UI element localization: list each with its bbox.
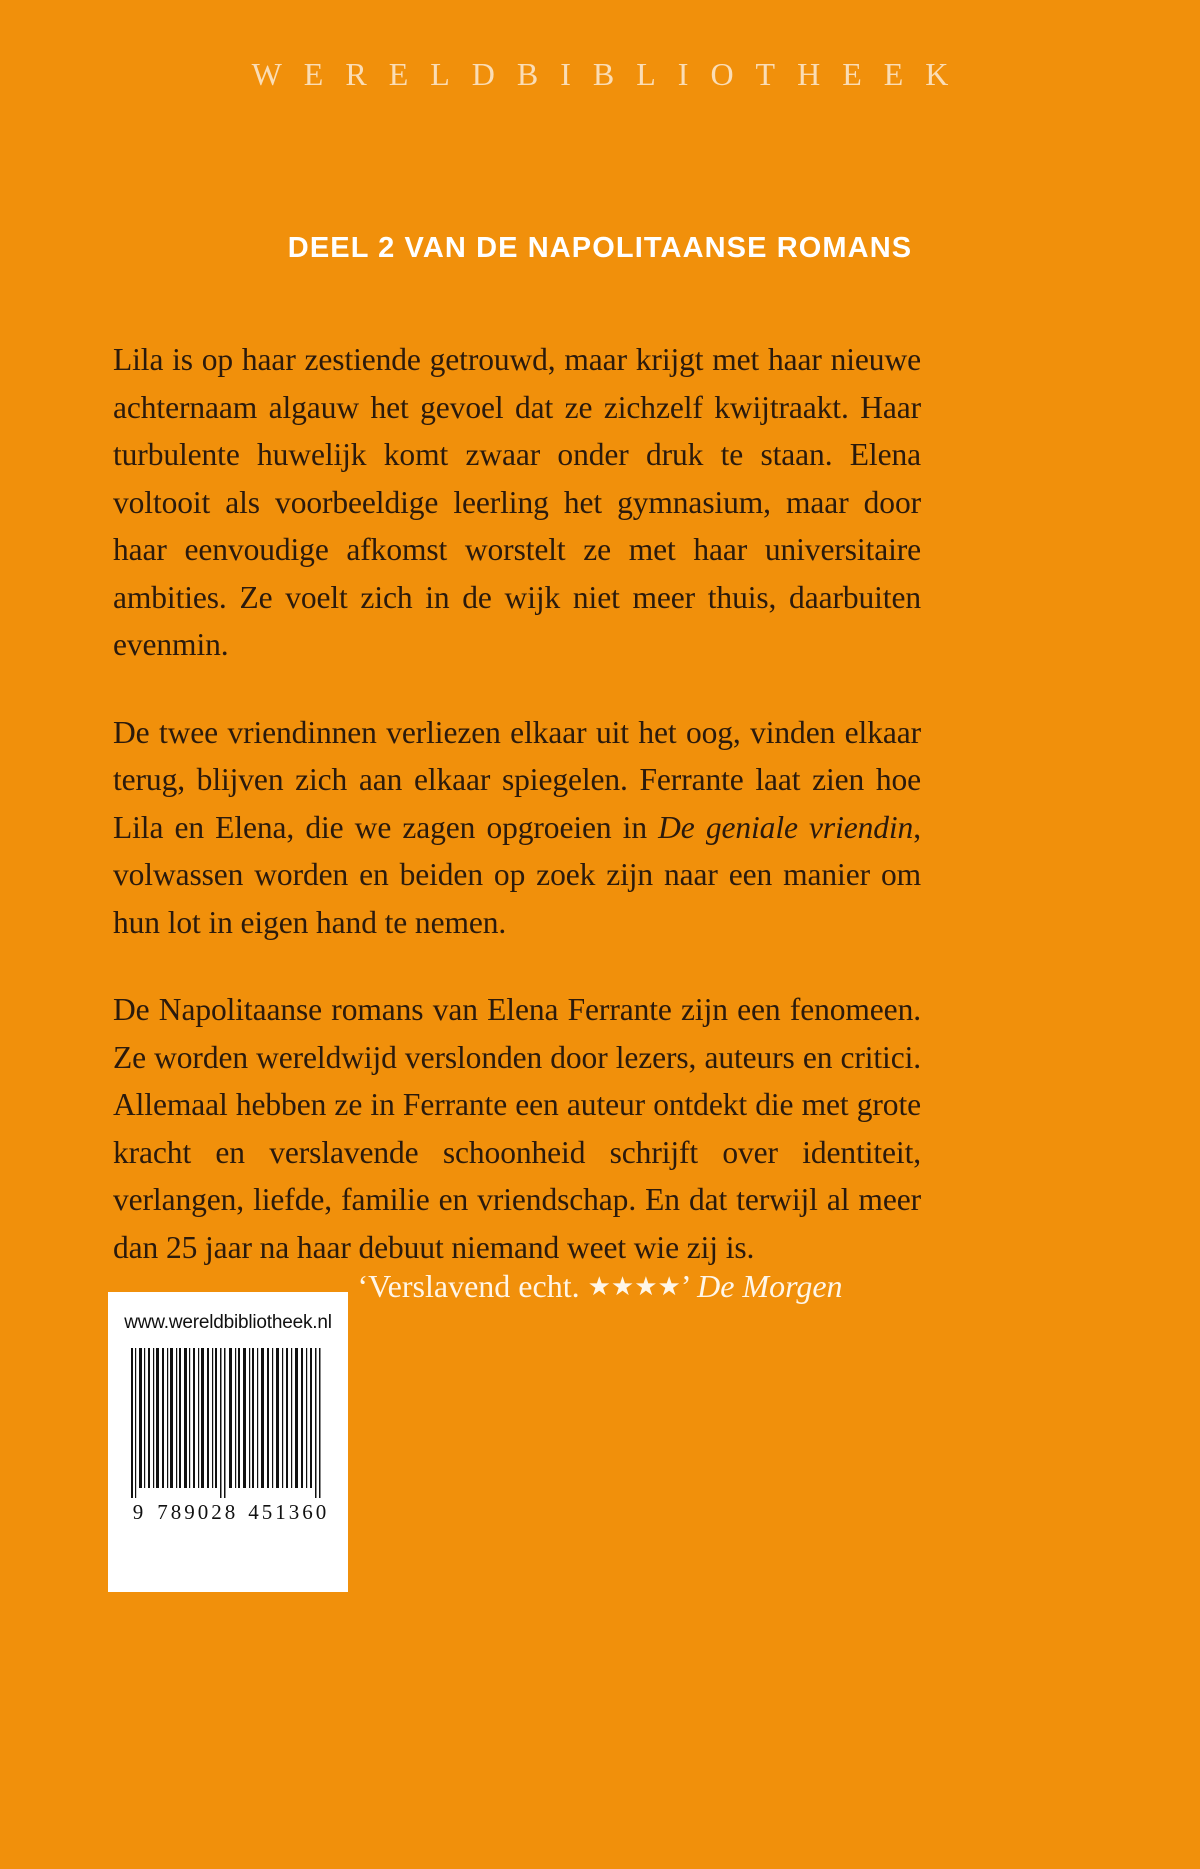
publisher-wordmark: WERELDBIBLIOTHEEK — [251, 56, 971, 92]
blurb-paragraph-3: De Napolitaanse romans van Elena Ferrante zijn een fenomeen. Ze worden wereldwijd verslonden door lezers, auteurs en critici. Allemaal hebben ze in Ferrante een auteur ontdekt die met grote kracht en verslavende schoonheid schrijft over identiteit, verlangen, liefde, familie en vriendschap. En dat terwijl al meer dan 25 jaar na haar debuut niemand weet wie zij is. — [113, 992, 921, 1265]
review-source: De Morgen — [697, 1268, 843, 1304]
review-quote-close: ’ — [680, 1268, 698, 1304]
blurb-paragraph-1: Lila is op haar zestiende getrouwd, maar krijgt met haar nieuwe achternaam algauw het gevoel dat ze zichzelf kwijtraakt. Haar turbulente huwelijk komt zwaar onder druk te staan. Elena voltooit als voorbeeldige leerling het gymnasium, maar door haar eenvoudige afkomst worstelt ze met haar universitaire ambities. Ze voelt zich in de wijk niet meer thuis, daarbuiten evenmin. — [113, 342, 921, 662]
referenced-book-title: De geniale vriendin — [658, 809, 914, 845]
series-volume-line: DEEL 2 VAN DE NAPOLITAANSE ROMANS — [287, 232, 913, 264]
ean13-barcode-icon — [129, 1348, 327, 1498]
barcode-block — [108, 1292, 348, 1592]
blurb-paragraph-2 — [113, 709, 921, 947]
barcode-digit-group-1: 789028 — [157, 1500, 239, 1524]
blurb-paragraph-2-part-1: De twee vriendinnen verliezen elkaar uit het oog, vinden elkaar terug, blijven zich aan elkaar spiegelen. Ferrante laat zien hoe Lila en Elena, die we zagen opgroeien in — [113, 714, 921, 845]
blurb-text-block — [113, 336, 921, 1271]
review-quote-text: ‘Verslavend echt. — [357, 1268, 588, 1304]
barcode-digits — [108, 1500, 348, 1525]
publisher-website-url: www.wereldbibliotheek.nl — [124, 1312, 332, 1333]
barcode-digit-lead: 9 — [132, 1500, 147, 1524]
barcode-digit-group-2: 451360 — [248, 1500, 330, 1524]
blurb-paragraph-2-part-2: , volwassen worden en beiden op zoek zijn naar een manier om hun lot in eigen hand te nemen. — [113, 809, 921, 940]
star-rating-icon: ★★★★ — [587, 1272, 681, 1301]
